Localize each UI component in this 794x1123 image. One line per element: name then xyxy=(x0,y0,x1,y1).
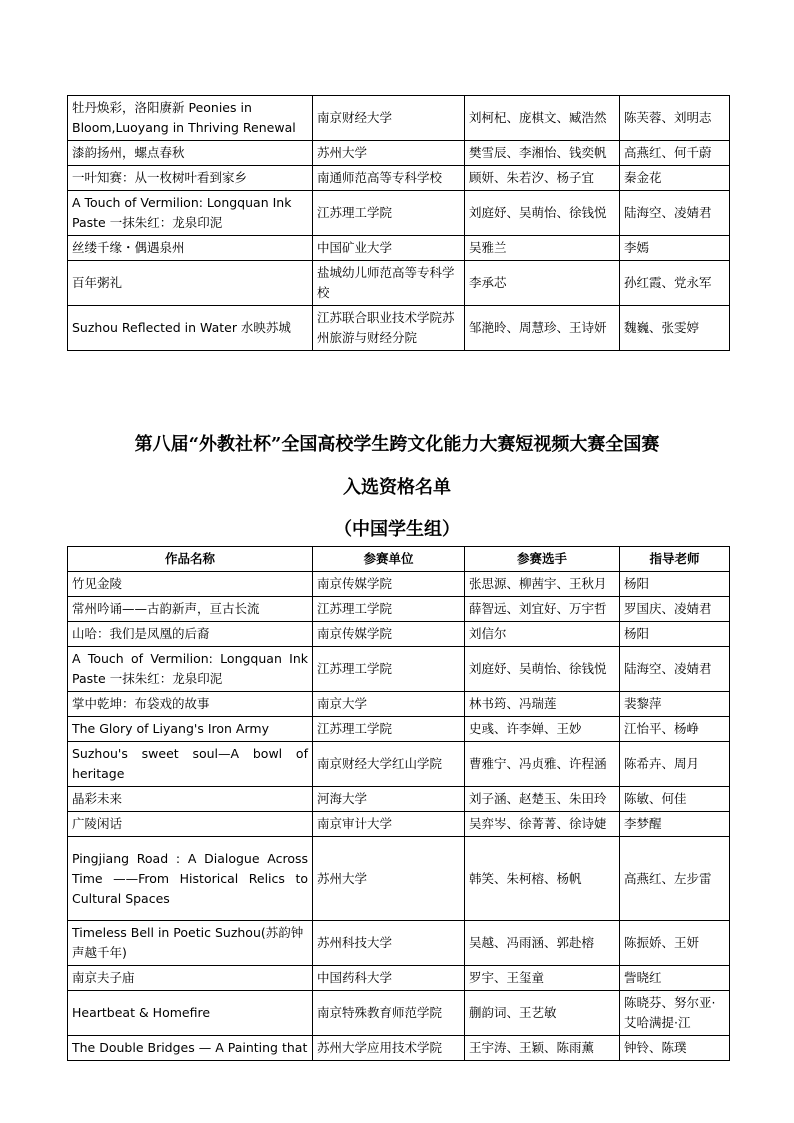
work-title-cell: 牡丹焕彩，洛阳赓新 Peonies in Bloom,Luoyang in Thriving Renewal xyxy=(68,96,313,141)
students-cell: 樊雪辰、李湘怡、钱奕帆 xyxy=(465,141,620,166)
advisors-cell: 李梦醒 xyxy=(620,812,730,837)
advisors-cell: 高燕红、左步雷 xyxy=(620,837,730,921)
table-row xyxy=(68,647,730,692)
advisors-cell: 秦金花 xyxy=(620,166,730,191)
table-row xyxy=(68,717,730,742)
unit-cell: 南京审计大学 xyxy=(313,812,465,837)
students-cell: 林书筠、冯瑞莲 xyxy=(465,692,620,717)
unit-cell: 南京传媒学院 xyxy=(313,572,465,597)
students-cell: 吴弈岑、徐菁菁、徐诗婕 xyxy=(465,812,620,837)
unit-cell: 江苏理工学院 xyxy=(313,717,465,742)
table-row xyxy=(68,1036,730,1061)
work-title-cell: 常州吟诵——古韵新声，亘古长流 xyxy=(68,597,313,622)
work-title-cell: Pingjiang Road : A Dialogue Across Time ——From Historical Relics to Cultural Spaces xyxy=(68,837,313,921)
advisors-cell: 陈晓芬、努尔亚·艾哈满提·江 xyxy=(620,991,730,1036)
advisors-cell: 李嫣 xyxy=(620,236,730,261)
advisors-cell: 陈芙蓉、刘明志 xyxy=(620,96,730,141)
advisors-cell: 魏巍、张雯婷 xyxy=(620,306,730,351)
work-title-cell: Heartbeat & Homefire xyxy=(68,991,313,1036)
advisors-cell: 陆海空、凌婧君 xyxy=(620,647,730,692)
students-cell: 吴雅兰 xyxy=(465,236,620,261)
work-title-cell: 山哈：我们是凤凰的后裔 xyxy=(68,622,313,647)
table-row xyxy=(68,597,730,622)
page-title: 第八届“外教社杯”全国高校学生跨文化能力大赛短视频大赛全国赛 xyxy=(134,434,660,455)
advisors-cell: 罗国庆、凌婧君 xyxy=(620,597,730,622)
table-row xyxy=(68,622,730,647)
work-title-cell: 漆韵扬州，螺点春秋 xyxy=(68,141,313,166)
table-row xyxy=(68,812,730,837)
table-row xyxy=(68,991,730,1036)
students-cell: 罗宇、王玺童 xyxy=(465,966,620,991)
students-cell: 张思源、柳茜宇、王秋月 xyxy=(465,572,620,597)
table-row xyxy=(68,261,730,306)
table-row xyxy=(68,236,730,261)
advisors-cell: 訾晓红 xyxy=(620,966,730,991)
advisors-cell: 陆海空、凌婧君 xyxy=(620,191,730,236)
students-cell: 王宇涛、王颖、陈雨薰 xyxy=(465,1036,620,1061)
table-row xyxy=(68,837,730,921)
students-cell: 刘庭妤、吴萌怡、徐钱悦 xyxy=(465,647,620,692)
unit-cell: 中国药科大学 xyxy=(313,966,465,991)
work-title-cell: Suzhou Reflected in Water 水映苏城 xyxy=(68,306,313,351)
work-title-cell: 丝缕千缘・偶遇泉州 xyxy=(68,236,313,261)
header-unit: 参赛单位 xyxy=(313,547,465,572)
unit-cell: 南京财经大学红山学院 xyxy=(313,742,465,787)
unit-cell: 江苏理工学院 xyxy=(313,647,465,692)
advisors-cell: 江怡平、杨峥 xyxy=(620,717,730,742)
header-students: 参赛选手 xyxy=(465,547,620,572)
advisors-cell: 陈振娇、王妍 xyxy=(620,921,730,966)
unit-cell: 南京传媒学院 xyxy=(313,622,465,647)
students-cell: 吴越、冯雨涵、郭赴榕 xyxy=(465,921,620,966)
work-title-cell: 南京夫子庙 xyxy=(68,966,313,991)
work-title-cell: 竹见金陵 xyxy=(68,572,313,597)
table-row xyxy=(68,306,730,351)
students-cell: 刘庭妤、吴萌怡、徐钱悦 xyxy=(465,191,620,236)
advisors-cell: 杨阳 xyxy=(620,572,730,597)
table-row xyxy=(68,166,730,191)
previous-results-table xyxy=(67,95,730,351)
table-row xyxy=(68,966,730,991)
table-row xyxy=(68,572,730,597)
table-row xyxy=(68,96,730,141)
unit-cell: 苏州大学应用技术学院 xyxy=(313,1036,465,1061)
group-subtitle: （中国学生组） xyxy=(334,519,460,540)
unit-cell: 苏州大学 xyxy=(313,837,465,921)
advisors-cell: 裴黎萍 xyxy=(620,692,730,717)
unit-cell: 南通师范高等专科学校 xyxy=(313,166,465,191)
advisors-cell: 钟铃、陈璞 xyxy=(620,1036,730,1061)
work-title-cell: 掌中乾坤：布袋戏的故事 xyxy=(68,692,313,717)
work-title-cell: The Glory of Liyang's Iron Army xyxy=(68,717,313,742)
advisors-cell: 陈敏、何佳 xyxy=(620,787,730,812)
header-advisors: 指导老师 xyxy=(620,547,730,572)
work-title-cell: Suzhou's sweet soul—A bowl of heritage xyxy=(68,742,313,787)
table-row xyxy=(68,692,730,717)
table-row xyxy=(68,141,730,166)
unit-cell: 南京特殊教育师范学院 xyxy=(313,991,465,1036)
advisors-cell: 杨阳 xyxy=(620,622,730,647)
students-cell: 刘子涵、赵楚玉、朱田玲 xyxy=(465,787,620,812)
unit-cell: 南京大学 xyxy=(313,692,465,717)
table-row xyxy=(68,742,730,787)
students-cell: 史彧、许李婵、王妙 xyxy=(465,717,620,742)
unit-cell: 中国矿业大学 xyxy=(313,236,465,261)
unit-cell: 江苏理工学院 xyxy=(313,191,465,236)
advisors-cell: 孙红霞、党永军 xyxy=(620,261,730,306)
work-title-cell: Timeless Bell in Poetic Suzhou(苏韵钟声越千年) xyxy=(68,921,313,966)
unit-cell: 江苏理工学院 xyxy=(313,597,465,622)
unit-cell: 河海大学 xyxy=(313,787,465,812)
work-title-cell: A Touch of Vermilion: Longquan Ink Paste 一抹朱红：龙泉印泥 xyxy=(68,647,313,692)
advisors-cell: 陈希卉、周月 xyxy=(620,742,730,787)
unit-cell: 南京财经大学 xyxy=(313,96,465,141)
work-title-cell: The Double Bridges — A Painting that xyxy=(68,1036,313,1061)
table-row xyxy=(68,191,730,236)
unit-cell: 盐城幼儿师范高等专科学校 xyxy=(313,261,465,306)
work-title-cell: 一叶知赛：从一枚树叶看到家乡 xyxy=(68,166,313,191)
work-title-cell: 晶彩未来 xyxy=(68,787,313,812)
students-cell: 顾妍、朱若汐、杨子宜 xyxy=(465,166,620,191)
unit-cell: 江苏联合职业技术学院苏州旅游与财经分院 xyxy=(313,306,465,351)
students-cell: 刘柯杞、庞棋文、臧浩然 xyxy=(465,96,620,141)
table-row xyxy=(68,787,730,812)
work-title-cell: A Touch of Vermilion: Longquan Ink Paste 一抹朱红：龙泉印泥 xyxy=(68,191,313,236)
students-cell: 李承芯 xyxy=(465,261,620,306)
page-title-line2: 入选资格名单 xyxy=(343,477,451,498)
table-row xyxy=(68,921,730,966)
work-title-cell: 百年粥礼 xyxy=(68,261,313,306)
unit-cell: 苏州科技大学 xyxy=(313,921,465,966)
students-cell: 薛智远、刘宜好、万宇哲 xyxy=(465,597,620,622)
table-header-row xyxy=(68,547,730,572)
work-title-cell: 广陵闲话 xyxy=(68,812,313,837)
students-cell: 邹滟昤、周慧珍、王诗妍 xyxy=(465,306,620,351)
qualified-list-table xyxy=(67,546,730,1061)
advisors-cell: 高燕红、何千蔚 xyxy=(620,141,730,166)
students-cell: 刘信尔 xyxy=(465,622,620,647)
header-work-title: 作品名称 xyxy=(68,547,313,572)
students-cell: 蒯韵词、王艺敏 xyxy=(465,991,620,1036)
unit-cell: 苏州大学 xyxy=(313,141,465,166)
students-cell: 韩笑、朱柯榕、杨帆 xyxy=(465,837,620,921)
students-cell: 曹雅宁、冯贞雅、许程涵 xyxy=(465,742,620,787)
